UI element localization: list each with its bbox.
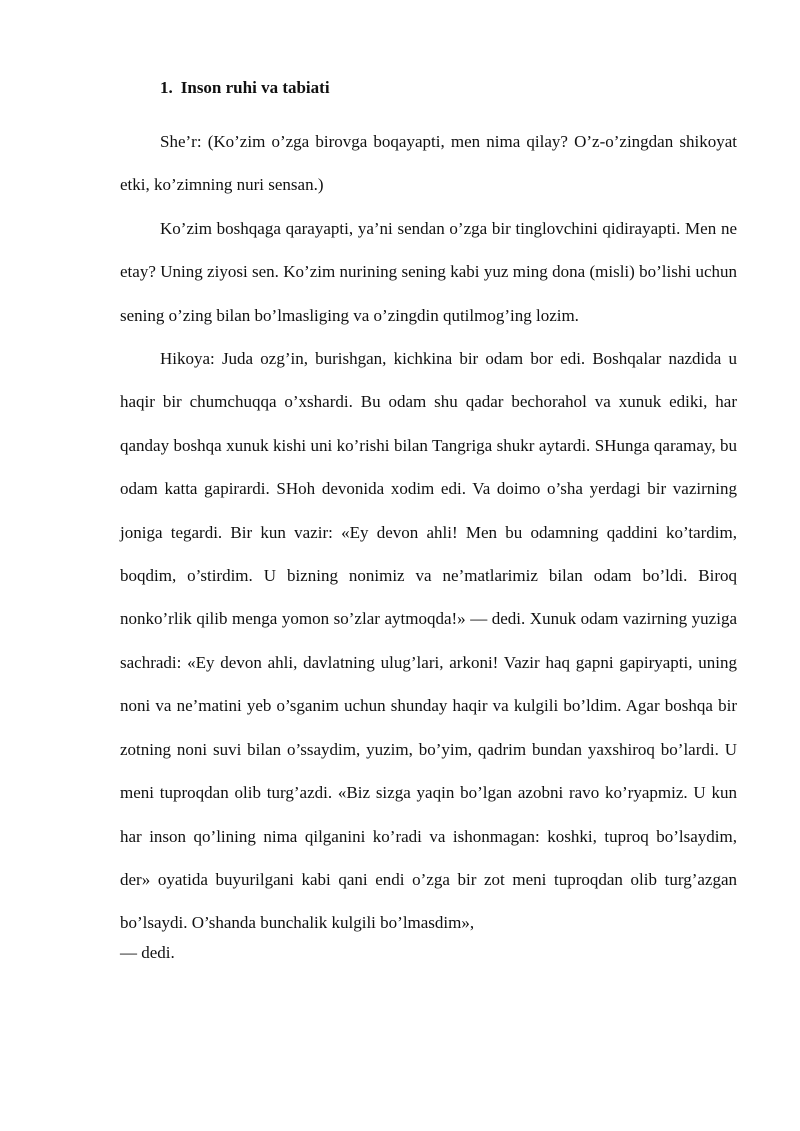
section-title: Inson ruhi va tabiati xyxy=(180,78,330,97)
closing-line: — dedi. xyxy=(120,942,175,962)
poem-paragraph: She’r: (Ko’zim o’zga birovga boqayapti, men nima qilay? O’z-o’zingdan shikoyat etki, ko’zimning nuri sensan.) xyxy=(120,132,737,195)
commentary-paragraph: Ko’zim boshqaga qarayapti, ya’ni sendan o’zga bir tinglovchini qidirayapti. Men ne etay? Uning ziyosi sen. Ko’zim nurining sening kabi yuz ming dona (misli) bo’lishi uchun sening o’zing bilan bo’lmasliging va o’zingdin qutilmog’ing lozim. xyxy=(120,218,737,325)
section-number: 1. xyxy=(160,78,173,97)
document-body xyxy=(120,120,737,966)
section-heading xyxy=(160,76,330,100)
story-paragraph: Hikoya: Juda ozg’in, burishgan, kichkina bir odam bor edi. Boshqalar nazdida u haqir bir chumchuqqa o’xshardi. Bu odam shu qadar bechorahol va xunuk ediki, har qanday boshqa xunuk kishi uni ko’rishi bilan Tangriga shukr aytardi. SHunga qaramay, bu odam katta gapirardi. SHoh devonida xodim edi. Va doimo o’sha yerdagi bir vazirning joniga tegardi. Bir kun vazir: «Ey devon ahli! Men bu odamning qaddini ko’tardim, boqdim, o’stirdim. U bizning nonimiz va ne’matlarimiz bilan odam bo’ldi. Biroq nonko’rlik qilib menga yomon so’zlar aytmoqda!» — dedi. Xunuk odam vazirning yuziga sachradi: «Ey devon ahli, davlatning ulug’lari, arkoni! Vazir haq gapni gapiryapti, uning noni va ne’matini yeb o’sganim uchun shunday haqir va kulgili bo’ldim. Agar boshqa bir zotning noni suvi bilan o’ssaydim, yuzim, bo’yim, qadrim bundan yaxshiroq bo’lardi. U meni tuproqdan olib turg’azdi. «Biz sizga yaqin bo’lgan azobni ravo ko’ryapmiz. U kun har inson qo’lining nima qilganini ko’radi va ishonmagan: koshki, tuproq bo’lsaydim, der» oyatida buyurilgani kabi qani endi o’zga bir zot meni tuproqdan olib turg’azgan bo’lsaydi. O’shanda bunchalik kulgili bo’lmasdim», xyxy=(120,349,737,933)
